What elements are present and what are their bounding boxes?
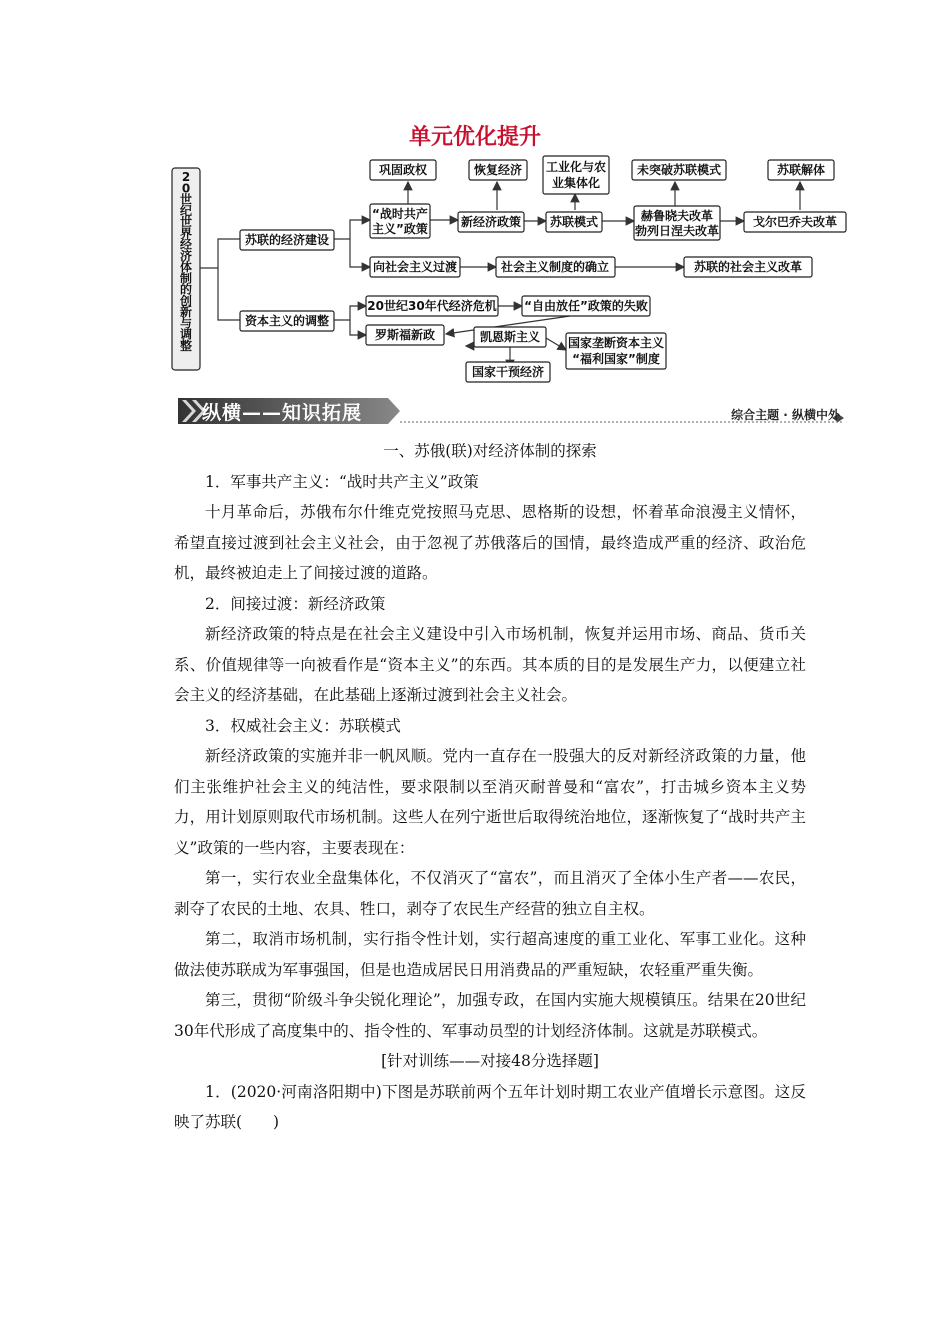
subsection-2-paragraph: 新经济政策的特点是在社会主义建设中引入市场机制，恢复并运用市场、商品、货币关系、价值规律等一向被看作是“资本主义”的东西。其本质的目的是发展生产力，以便建立社会主义的经济基础，在此基础上逐渐过渡到社会主义社会。 xyxy=(174,625,806,704)
banner-title: 纵横——知识拓展 xyxy=(202,402,363,424)
node-collapse: 苏联解体 xyxy=(776,163,826,177)
subsection-1-title: 1．军事共产主义：“战时共产主义”政策 xyxy=(205,472,479,491)
subsection-3-paragraph-4: 第三，贯彻“阶级斗争尖锐化理论”，加强专政，在国内实施大规模镇压。结果在20世纪30年代形成了高度集中的、指令性的、军事动员型的计划经济体制。这就是苏联模式。 xyxy=(174,991,806,1040)
node-industrial-line1: 工业化与农 xyxy=(545,160,607,174)
node-recover: 恢复经济 xyxy=(473,163,523,177)
page-title: 单元优化提升 xyxy=(408,125,541,150)
node-capital: 资本主义的调整 xyxy=(244,314,330,328)
node-reform-line1: 赫鲁晓夫改革 xyxy=(640,209,714,223)
node-state-mono-line2: “福利国家”制度 xyxy=(572,352,660,366)
article-body xyxy=(174,436,806,1138)
diagram-root-label: 2 0 世纪世界经济体制的创新与调整 xyxy=(179,170,193,353)
node-state-mono-line1: 国家垄断资本主义 xyxy=(567,336,665,350)
node-not-break: 未突破苏联模式 xyxy=(636,163,722,177)
node-industrial-line2: 业集体化 xyxy=(551,176,601,190)
node-reform-line2: 勃列日涅夫改革 xyxy=(634,224,720,238)
subsection-3-title: 3．权威社会主义：苏联模式 xyxy=(205,716,401,735)
node-establish: 社会主义制度的确立 xyxy=(500,260,610,274)
node-war-comm-line1: “战时共产 xyxy=(372,207,428,221)
node-laissez: “自由放任”政策的失败 xyxy=(524,299,648,313)
node-transition: 向社会主义过渡 xyxy=(372,260,458,274)
banner-subtitle: 综合主题 · 纵横中外 xyxy=(731,408,840,422)
node-soviet-model: 苏联模式 xyxy=(549,215,599,229)
node-soviet-reform: 苏联的社会主义改革 xyxy=(693,260,803,274)
node-state-interv: 国家干预经济 xyxy=(471,365,545,379)
subsection-3-paragraph-1: 新经济政策的实施并非一帆风顺。党内一直存在一股强大的反对新经济政策的力量，他们主张维护社会主义的纯洁性，要求限制以至消灭耐普曼和“富农”，打击城乡资本主义势力，用计划原则取代市场机制。这些人在列宁逝世后取得统治地位，逐渐恢复了“战时共产主义”政策的一些内容，主要表现在： xyxy=(174,747,806,857)
question-1: 1．(2020·河南洛阳期中)下图是苏联前两个五年计划时期工农业产值增长示意图。这反映了苏联( ) xyxy=(174,1082,806,1131)
node-war-comm-line2: 主义”政策 xyxy=(372,222,428,236)
node-consolidate: 巩固政权 xyxy=(378,163,428,177)
node-new-deal: 罗斯福新政 xyxy=(374,328,436,342)
section-heading: 一、苏俄(联)对经济体制的探索 xyxy=(383,442,597,460)
node-nep: 新经济政策 xyxy=(460,215,522,229)
subsection-1-paragraph: 十月革命后，苏俄布尔什维克党按照马克思、恩格斯的设想，怀着革命浪漫主义情怀，希望直接过渡到社会主义社会，由于忽视了苏俄落后的国情，最终造成严重的经济、政治危机，最终被迫走上了间接过渡的道路。 xyxy=(174,503,806,582)
subsection-3-paragraph-3: 第二，取消市场机制，实行指令性计划，实行超高速度的重工业化、军事工业化。这种做法使苏联成为军事强国，但是也造成居民日用消费品的严重短缺，农轻重严重失衡。 xyxy=(174,930,806,979)
node-keynes: 凯恩斯主义 xyxy=(479,330,541,344)
subsection-3-paragraph-2: 第一，实行农业全盘集体化，不仅消灭了“富农”，而且消灭了全体小生产者——农民，剥夺了农民的土地、农具、牲口，剥夺了农民生产经营的独立自主权。 xyxy=(174,869,806,918)
subsection-2-title: 2．间接过渡：新经济政策 xyxy=(205,594,386,613)
diagram-root-box xyxy=(172,168,200,370)
node-crisis: 20世纪30年代经济危机 xyxy=(367,299,497,313)
concept-diagram xyxy=(160,150,860,386)
node-econ: 苏联的经济建设 xyxy=(244,233,330,247)
node-gorbachev: 戈尔巴乔夫改革 xyxy=(752,215,838,229)
training-heading: [针对训练——对接48分选择题] xyxy=(381,1052,599,1070)
